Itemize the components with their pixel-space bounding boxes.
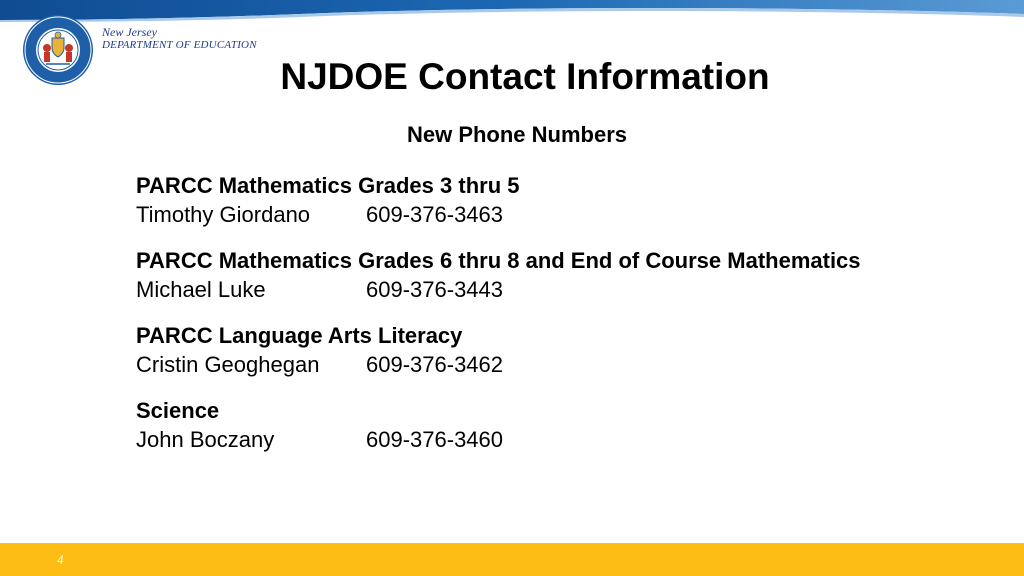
header-wave-band — [0, 0, 1024, 22]
department-line: DEPARTMENT OF EDUCATION — [102, 39, 257, 51]
section-heading: PARCC Mathematics Grades 3 thru 5 — [136, 173, 520, 198]
contact-section — [136, 246, 1016, 304]
contact-section — [136, 396, 1016, 454]
section-heading: Science — [136, 398, 220, 423]
slide-title: NJDOE Contact Information — [280, 56, 770, 97]
contact-name: Timothy Giordano — [136, 202, 311, 227]
contact-name: John Boczany — [136, 427, 275, 452]
contact-row — [136, 275, 1016, 304]
slide-subtitle: New Phone Numbers — [406, 122, 628, 147]
contact-row — [136, 425, 1016, 454]
section-heading: PARCC Language Arts Literacy — [136, 323, 463, 348]
contact-row — [136, 200, 1016, 229]
state-line: New Jersey — [102, 25, 157, 39]
contact-phone: 609-376-3460 — [366, 427, 504, 452]
section-heading: PARCC Mathematics Grades 6 thru 8 and End of Course Mathematics — [136, 248, 861, 273]
contact-phone: 609-376-3443 — [366, 277, 504, 302]
contact-name: Cristin Geoghegan — [136, 352, 320, 377]
footer-bar — [0, 543, 1024, 576]
contact-row — [136, 350, 1016, 379]
contact-list — [136, 171, 1016, 471]
contact-phone: 609-376-3462 — [366, 352, 504, 377]
contact-section — [136, 321, 1016, 379]
department-wordmark — [102, 26, 257, 52]
contact-section — [136, 171, 1016, 229]
page-number: 4 — [57, 552, 64, 567]
contact-phone: 609-376-3463 — [366, 202, 504, 227]
contact-name: Michael Luke — [136, 277, 266, 302]
